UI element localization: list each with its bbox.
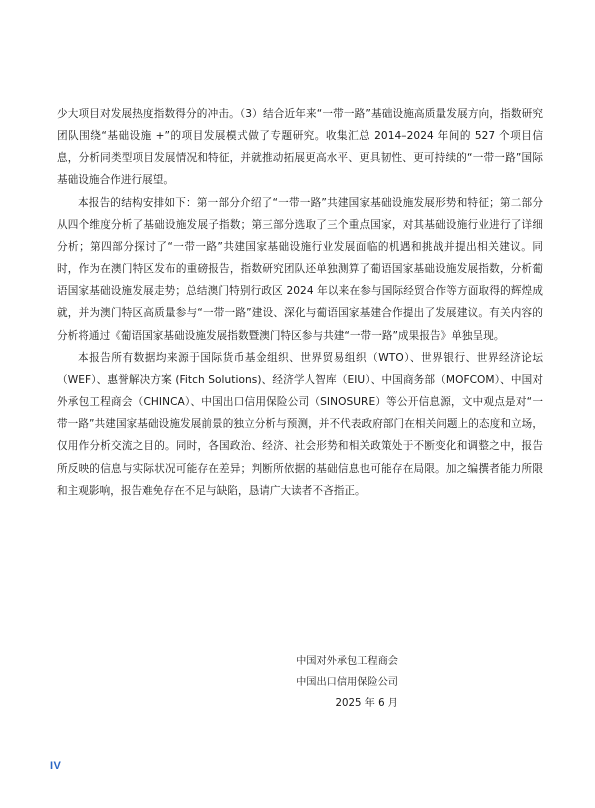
report-body <box>57 103 543 502</box>
paragraph-structure: 本报告的结构安排如下：第一部分介绍了“一带一路”共建国家基础设施发展形势和特征；第二部分从四个维度分析了基础设施发展子指数；第三部分选取了三个重点国家，对其基础设施行业进行了详细分析；第四部分探讨了“一带一路”共建国家基础设施行业发展面临的机遇和挑战并提出相关建议。同时，作为在澳门特区发布的重磅报告，指数研究团队还单独测算了葡语国家基础设施发展指数，分析葡语国家基础设施发展走势；总结澳门特别行政区 2024 年以来在参与国际经贸合作等方面取得的辉煌成就，并为澳门特区高质量参与“一带一路”建设、深化与葡语国家基建合作提出了发展建议。有关内容的分析将通过《葡语国家基础设施发展指数暨澳门特区参与共建“一带一路”成果报告》单独呈现。 <box>57 196 543 342</box>
page-number: IV <box>50 760 62 772</box>
paragraph-data-sources: 本报告所有数据均来源于国际货币基金组织、世界贸易组织（WTO）、世界银行、世界经济论坛（WEF）、惠誉解决方案 (Fitch Solutions)、经济学人智库（EIU）、中国商务部（MOFCOM）、中国对外承包工程商会（CHINCA）、中国出口信用保险公司（SINOSURE）等公开信息源，文中观点是对“一带一路”共建国家基础设施发展前景的独立分析与预测，并不代表政府部门在相关问题上的态度和立场，仅用作分析交流之目的。同时，各国政治、经济、社会形势和相关政策处于不断变化和调整之中，报告所反映的信息与实际状况可能存在差异；判断所依据的基础信息也可能存在局限。加之编撰者能力所限和主观影响，报告难免存在不足与缺陷，恳请广大读者不吝指正。 <box>57 351 543 497</box>
signature-date: 2025 年 6 月 <box>335 698 398 709</box>
signature-block <box>296 651 398 714</box>
paragraph-continuation: 少大项目对发展热度指数得分的冲击。（3）结合近年来“一带一路”基础设施高质量发展方向，指数研究团队围绕“基础设施 +”的项目发展模式做了专题研究。收集汇总 2014–2024 年间的 527 个项目信息，分析同类型项目发展情况和特征，并就推动拓展更高水平、更具韧性、更可持续的“一带一路”国际基础设施合作进行展望。 <box>57 108 543 187</box>
signature-org-sinosure: 中国出口信用保险公司 <box>296 677 398 688</box>
signature-org-chinca: 中国对外承包工程商会 <box>296 656 398 667</box>
